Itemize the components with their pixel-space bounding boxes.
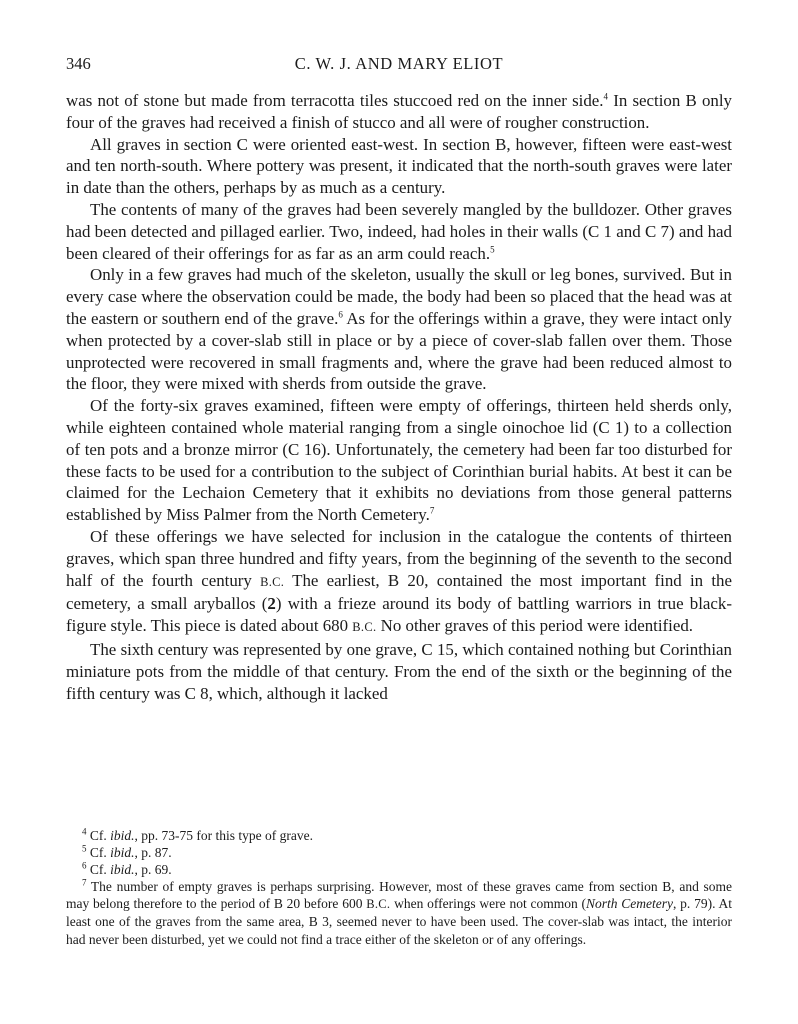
footnote-ref-6[interactable]: 6 [338, 309, 343, 320]
footnote-number: 7 [82, 877, 87, 888]
footnote-number: 6 [82, 860, 87, 871]
paragraph-5: Of the forty-six graves examined, fifteen were empty of offerings, thirteen held sherds only, while eighteen contained whole material ranging from a single oinochoe lid (C 1) to a collection of ten pots and a bronze mirror (C 16). Unfortunately, the cemetery had been far too disturbed for these facts to be used for a contribution to the subject of Corinthian burial habits. At best it can be claimed for the Lechaion Cemetery that it exhibits no deviations from those general patterns established by Miss Palmer from the North Cemetery.$^7$ [66, 396, 732, 525]
footnote-number: 4 [82, 826, 87, 837]
footnote-ref-5[interactable]: 5 [490, 243, 495, 254]
era-abbreviation: B.C. [260, 574, 285, 589]
paragraph-2: All graves in section C were oriented east-west. In section B, however, fifteen were east-west and ten north-south. Where pottery was present, it indicated that the north-south graves were later in date than the others, perhaps by as much as a century. [66, 134, 732, 198]
footnote-6: $^6$ Cf. ibid., p. 69. [82, 860, 172, 878]
era-abbreviation: B.C. [366, 897, 391, 912]
citation-title: North Cemetery [586, 896, 674, 912]
footnote-number: 5 [82, 843, 87, 854]
paragraph-7: The sixth century was represented by one grave, C 15, which contained nothing but Corinthian miniature pots from the middle of that century. From the end of the sixth or the beginning of the fifth century was C 8, which, although it lacked [66, 639, 732, 703]
paragraph-3: The contents of many of the graves had been severely mangled by the bulldozer. Other graves had been detected and pillaged earlier. Two, indeed, had holes in their walls (C 1 and C 7) and had been cleared of their offerings for as far as an arm could reach.$^5$ [66, 199, 732, 263]
footnote-5: $^5$ Cf. ibid., p. 87. [82, 843, 172, 861]
footnote-ref-7[interactable]: 7 [429, 505, 435, 516]
page-number: 346 [66, 54, 91, 73]
era-abbreviation: B.C. [352, 620, 377, 635]
footnotes [66, 827, 732, 948]
paragraph-4: Only in a few graves had much of the skeleton, usually the skull or leg bones, survived. But in every case where the observation could be made, the body had been so placed that the head was at the eastern or southern end of the grave.$^6$ As for the offerings within a grave, they were intact only when protected by a cover-slab still in place or by a piece of cover-slab fallen over them. Those unprotected were recovered in small fragments and, where the grave had been reduced almost to the floor, they were mixed with sherds from outside the grave. [66, 265, 732, 394]
footnote-ref-4[interactable]: 4 [603, 91, 609, 102]
footnote-4: $^4$ Cf. ibid., pp. 73-75 for this type of grave. [82, 826, 313, 843]
catalogue-number: 2 [267, 594, 276, 614]
running-head [66, 52, 732, 76]
paragraph-6: Of these offerings we have selected for inclusion in the catalogue the contents of thirteen graves, which span three hundred and fifty years, from the beginning of the seventh to the second half of the fourth century B.C. The earliest, B 20, contained the most important find in the cemetery, a small aryballos (2) with a frieze around its body of battling warriors in true black-figure style. This piece is dated about 680 B.C. No other graves of this period were identified. [66, 526, 732, 636]
running-head-title: C. W. J. AND MARY ELIOT [294, 54, 504, 73]
body-text [66, 90, 732, 704]
paragraph-1: was not of stone but made from terracotta tiles stuccoed red on the inner side.$^4$ In section B only four of the graves had received a finish of stucco and all were of rougher construction. [66, 91, 732, 132]
footnote-7: $^7$ The number of empty graves is perhaps surprising. However, most of these graves came from section B, and some may belong therefore to the period of B 20 before 600 B.C. when offerings were not common (North Cemetery, p. 79). At least one of the graves from the same area, B 3, seemed never to have been used. The cover-slab was intact, the interior had never been disturbed, yet we could not find a trace either of the skeleton or of any offerings. [66, 877, 732, 947]
